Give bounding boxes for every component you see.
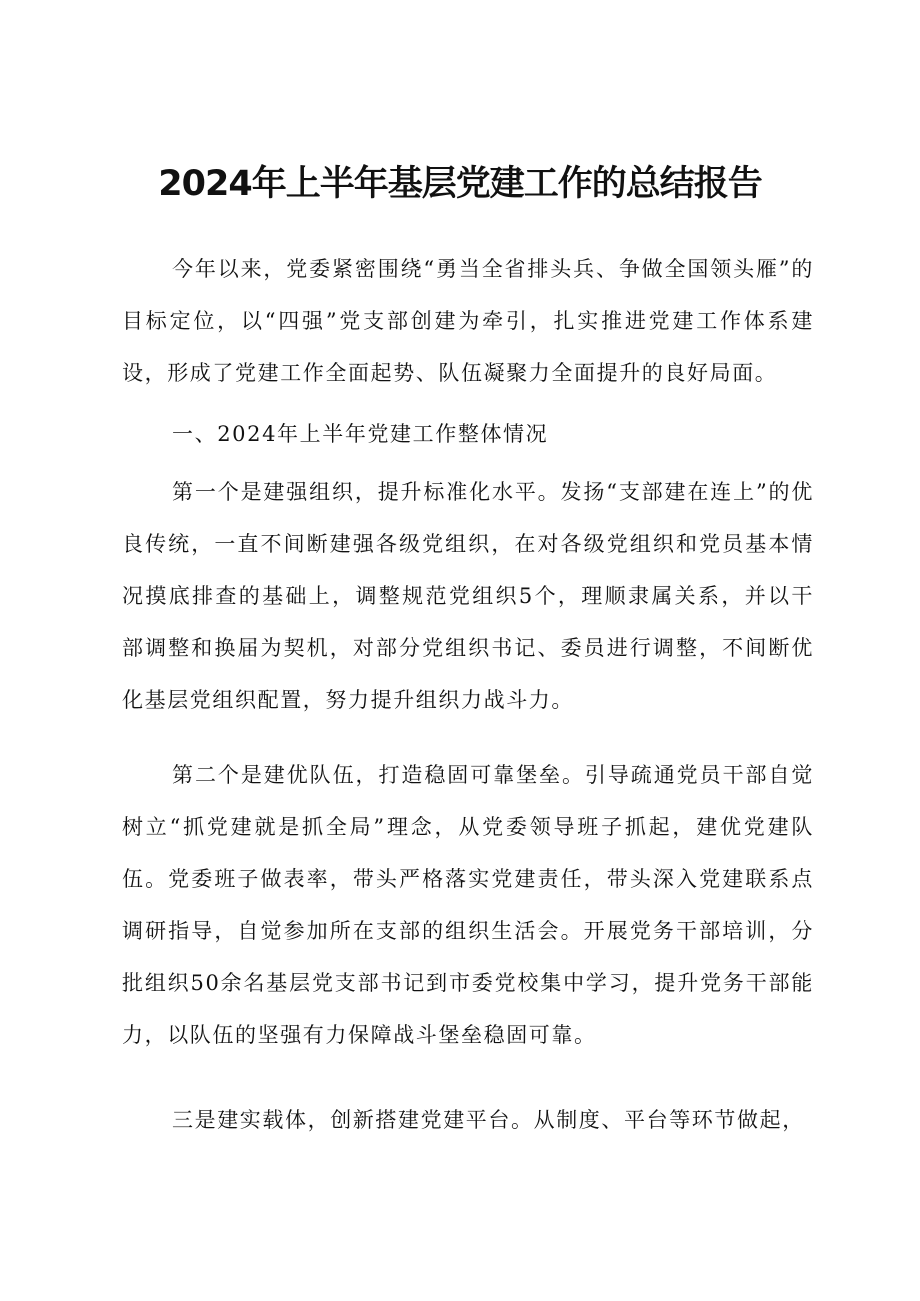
- document-title: 2024年上半年基层党建工作的总结报告: [158, 164, 762, 204]
- section-heading: 一、2024年上半年党建工作整体情况: [172, 422, 549, 446]
- body-paragraph: 三是建实载体，创新搭建党建平台。从制度、平台等环节做起，: [172, 1108, 805, 1132]
- intro-paragraph: 今年以来，党委紧密围绕“勇当全省排头兵、争做全国领头雁”的目标定位，以“四强”党支部创建为牵引，扎实推进党建工作体系建设，形成了党建工作全面起势、队伍凝聚力全面提升的良好局面。: [122, 257, 814, 385]
- body-paragraph: 第一个是建强组织，提升标准化水平。发扬“支部建在连上”的优良传统，一直不间断建强各级党组织，在对各级党组织和党员基本情况摸底排查的基础上，调整规范党组织5个，理顺隶属关系，并以干部调整和换届为契机，对部分党组织书记、委员进行调整，不间断优化基层党组织配置，努力提升组织力战斗力。: [122, 480, 814, 712]
- body-paragraph: 第二个是建优队伍，打造稳固可靠堡垒。引导疏通党员干部自觉树立“抓党建就是抓全局”理念，从党委领导班子抓起，建优党建队伍。党委班子做表率，带头严格落实党建责任，带头深入党建联系点调研指导，自觉参加所在支部的组织生活会。开展党务干部培训，分批组织50余名基层党支部书记到市委党校集中学习，提升党务干部能力，以队伍的坚强有力保障战斗堡垒稳固可靠。: [122, 763, 814, 1047]
